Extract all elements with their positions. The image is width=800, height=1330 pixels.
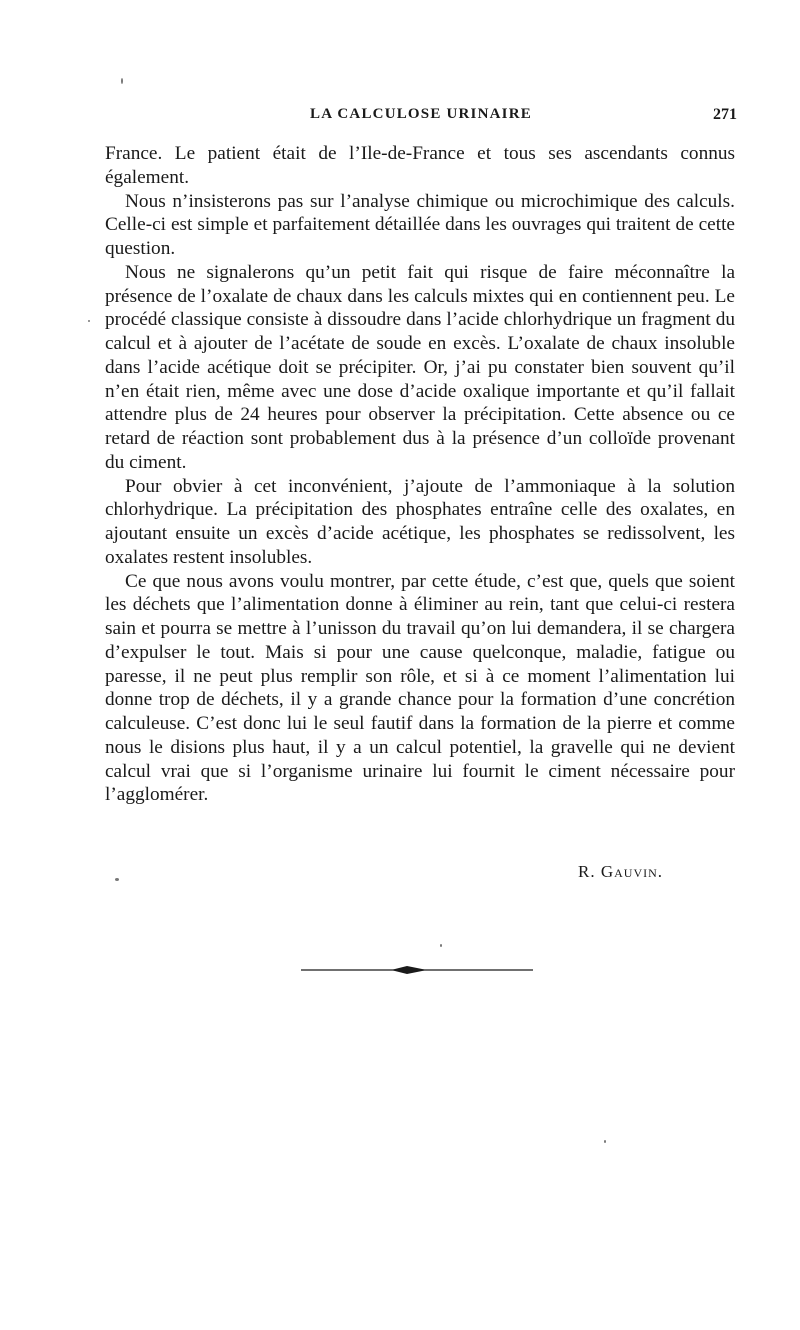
scan-speck [88,320,90,322]
author-signature [578,862,663,882]
author-initial: R. [578,862,596,881]
paragraph-oxalate: Nous ne signalerons qu’un petit fait qui risque de faire méconnaître la présence de l’oxalate de chaux dans les calculs mixtes qui en contiennent peu. Le procédé classique consiste à dissoudre dans l’acide chlorhydrique un fragment du calcul et à ajouter de l’acétate de soude en excès. L’oxalate de chaux insoluble dans l’acide acétique doit se précipiter. Or, j’ai pu constater bien souvent qu’il n’en était rien, même avec une dose d’acide oxalique importante et qu’il fallait attendre plus de 24 heures pour observer la précipitation. Cette absence ou ce retard de réaction sont probablement dus à la présence d’un colloïde provenant du ciment. [105,261,735,473]
section-divider-ornament [301,962,533,978]
running-title: LA CALCULOSE URINAIRE [310,106,532,122]
page-header [105,106,737,130]
scan-speck [440,944,442,947]
page-number: 271 [713,106,737,123]
scan-speck [604,1140,606,1143]
paragraph-conclusion: Ce que nous avons voulu montrer, par cette étude, c’est que, quels que soient les déchets que l’alimentation donne à éliminer au rein, tant que celui-ci restera sain et pourra se mettre à l’unisson du travail qu’on lui demandera, il se chargera d’expulser le tout. Mais si pour une cause quelconque, maladie, fatigue ou paresse, il ne peut plus remplir son rôle, et si à ce moment l’alimentation lui donne trop de déchets, il y a grande chance pour la formation d’une concrétion calculeuse. C’est donc lui le seul fautif dans la formation de la pierre et comme nous le disions plus haut, il y a un calcul potentiel, la gravelle qui ne devient calcul vrai que si l’organisme urinaire lui fournit le ciment nécessaire pour l’agglomérer. [105,570,735,806]
article-body [105,142,735,807]
paragraph-analysis: Nous n’insisterons pas sur l’analyse chimique ou microchimique des calculs. Celle-ci est simple et parfaitement détaillée dans les ouvrages qui traitent de cette question. [105,190,735,259]
author-surname: Gauvin. [600,862,664,881]
divider-diamond [391,966,427,974]
scan-speck [115,878,119,881]
scan-speck [121,78,123,84]
paragraph-continuation: France. Le patient était de l’Ile-de-France et tous ses ascendants connus également. [105,143,735,188]
paragraph-ammoniaque: Pour obvier à cet inconvénient, j’ajoute de l’ammoniaque à la solution chlorhydrique. La précipitation des phosphates entraîne celle des oxalates, en ajoutant ensuite un excès d’acide acétique, les phosphates se redissolvent, les oxalates restent insolubles. [105,475,735,568]
